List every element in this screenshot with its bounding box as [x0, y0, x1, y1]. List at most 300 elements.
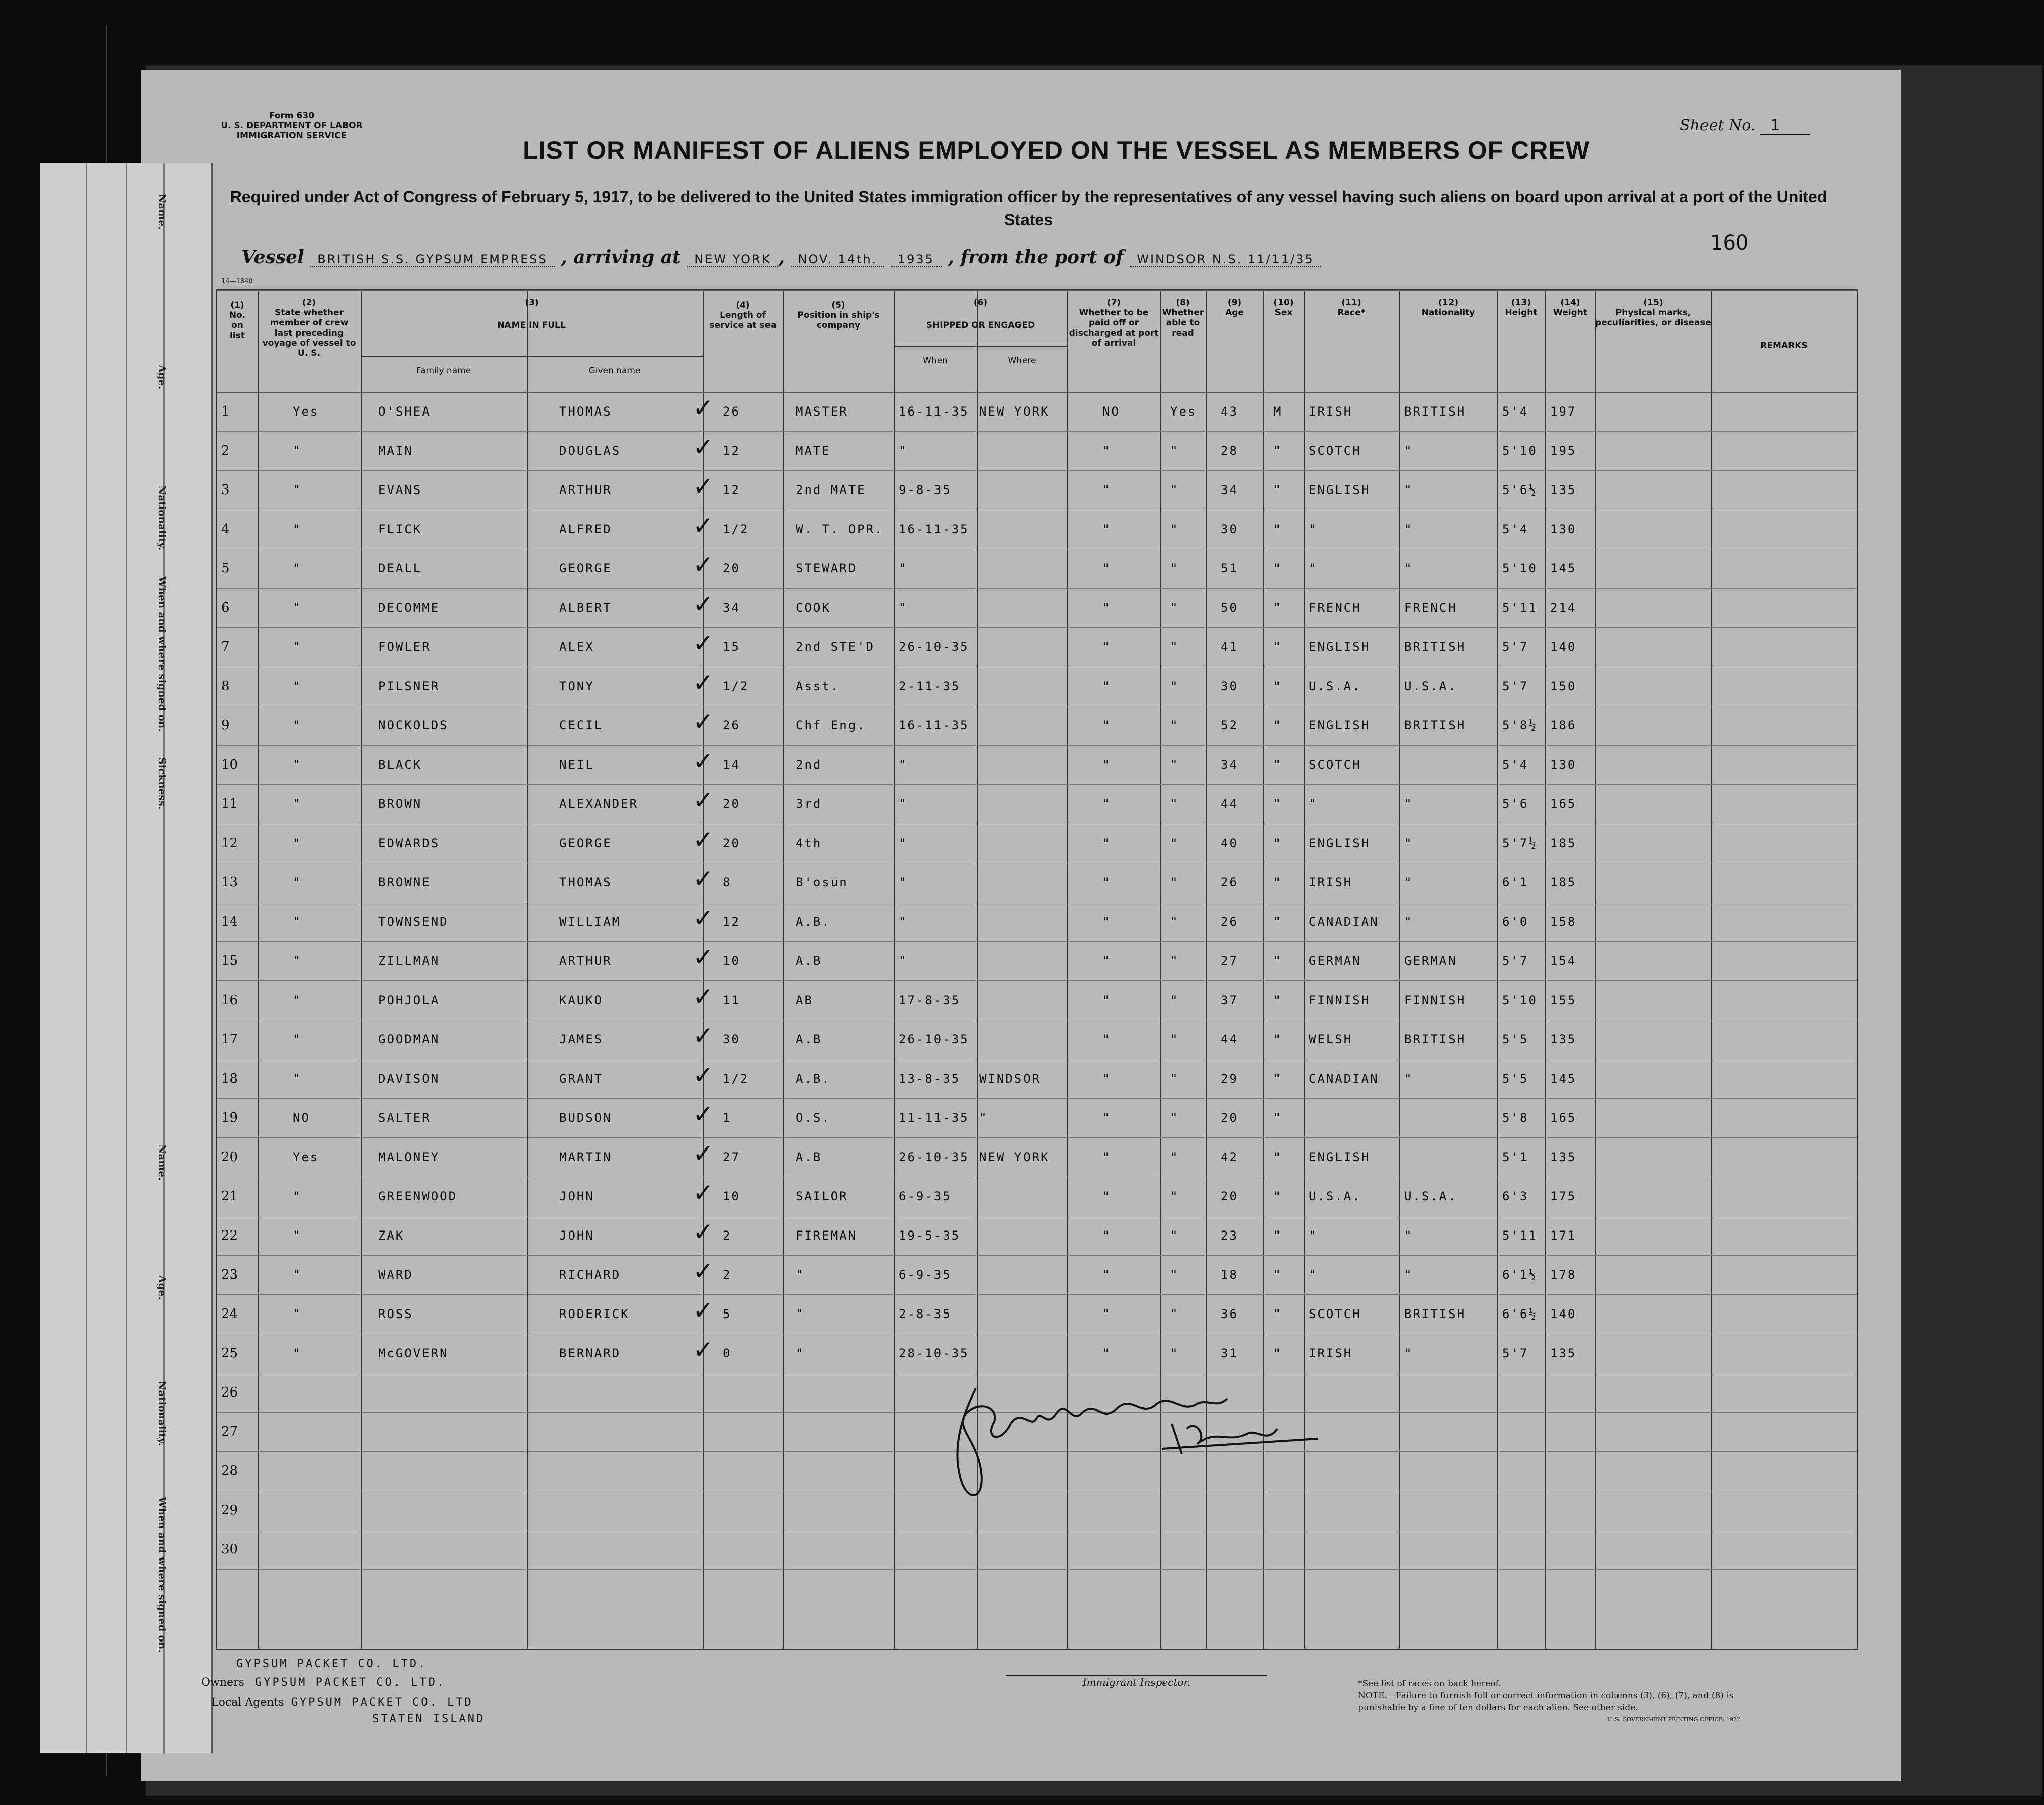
cell-when: " [899, 797, 908, 811]
cell-no: 15 [221, 953, 238, 968]
col-header-name-no: (3) [525, 298, 539, 308]
cell-read: " [1170, 483, 1179, 497]
cell-family: FLICK [378, 522, 422, 536]
cell-paid: " [1102, 1111, 1112, 1125]
cell-when: 26-10-35 [899, 1032, 969, 1046]
col-header-shipped: SHIPPED OR ENGAGED [926, 320, 1035, 331]
cell-sex: " [1273, 718, 1283, 732]
cell-prev: " [293, 718, 302, 732]
cell-race: " [1309, 1268, 1318, 1282]
fold-label: When and where signed on. [156, 1497, 168, 1653]
cell-sex: " [1273, 1307, 1283, 1321]
col-header-when: When [923, 356, 948, 366]
cell-family: NOCKOLDS [378, 718, 449, 732]
col-rule [1399, 290, 1400, 1649]
cell-race: U.S.A. [1309, 1189, 1361, 1203]
cell-position: A.B [796, 1150, 822, 1164]
col-header-weight: (14) Weight [1553, 298, 1587, 318]
fold-label: Age. [156, 365, 168, 390]
cell-given: CECIL [559, 718, 604, 732]
cell-prev: " [293, 797, 302, 811]
cell-read: " [1170, 797, 1179, 811]
cell-height: 5'1 [1502, 1150, 1529, 1164]
cell-position: COOK [796, 601, 831, 615]
cell-given: ALEX [559, 640, 594, 654]
row-rule [217, 1255, 1857, 1256]
cell-prev: " [293, 444, 302, 458]
cell-when: " [899, 601, 908, 615]
cell-paid: " [1102, 1268, 1112, 1282]
check-mark: ✓ [693, 1257, 714, 1286]
cell-read: " [1170, 1032, 1179, 1046]
cell-service: 1 [723, 1111, 732, 1125]
cell-given: ARTHUR [559, 483, 612, 497]
cell-when: " [899, 875, 908, 889]
cell-height: 5'8½ [1502, 718, 1538, 732]
cell-sex: " [1273, 601, 1283, 615]
cell-family: BLACK [378, 758, 422, 772]
footer-line1: GYPSUM PACKET CO. LTD. [236, 1658, 428, 1670]
cell-paid: " [1102, 954, 1112, 968]
check-mark: ✓ [693, 1100, 714, 1129]
cell-when: 6-9-35 [899, 1268, 952, 1282]
cell-when: 6-9-35 [899, 1189, 952, 1203]
cell-nationality: " [1404, 522, 1413, 536]
cell-read: " [1170, 1268, 1179, 1282]
header-rule [217, 290, 1857, 291]
cell-position: O.S. [796, 1111, 831, 1125]
cell-weight: 171 [1550, 1228, 1577, 1243]
cell-paid: " [1102, 640, 1112, 654]
cell-paid: " [1102, 1150, 1112, 1164]
cell-given: ALBERT [559, 601, 612, 615]
cell-service: 2 [723, 1268, 732, 1282]
check-mark: ✓ [693, 1021, 714, 1051]
check-mark: ✓ [693, 511, 714, 541]
cell-paid: " [1102, 1189, 1112, 1203]
cell-given: RODERICK [559, 1307, 630, 1321]
cell-nationality: BRITISH [1404, 1307, 1466, 1321]
cell-given: THOMAS [559, 875, 612, 889]
cell-family: O'SHEA [378, 404, 431, 419]
from-label: , from the port of [948, 247, 1124, 268]
cell-position: MASTER [796, 404, 848, 419]
row-rule [217, 1294, 1857, 1295]
cell-age: 40 [1221, 836, 1238, 850]
cell-service: 20 [723, 836, 740, 850]
cell-prev: " [293, 679, 302, 693]
cell-weight: 135 [1550, 483, 1577, 497]
agents-line: Local Agents GYPSUM PACKET CO. LTD [211, 1696, 473, 1709]
cell-weight: 195 [1550, 444, 1577, 458]
col-header-name: NAME IN FULL [497, 320, 566, 331]
cell-age: 30 [1221, 522, 1238, 536]
cell-no: 14 [221, 914, 238, 929]
cell-no: 9 [221, 718, 230, 733]
row-rule [217, 1569, 1857, 1570]
cell-height: 5'7 [1502, 640, 1529, 654]
cell-age: 29 [1221, 1072, 1238, 1086]
cell-when: " [899, 954, 908, 968]
col-header-family: Family name [416, 366, 471, 376]
cell-where: NEW YORK [979, 404, 1050, 419]
cell-service: 0 [723, 1346, 732, 1360]
cell-nationality: FINNISH [1404, 993, 1466, 1007]
from-port: WINDSOR N.S. 11/11/35 [1130, 252, 1321, 267]
col-header-no: (1) No. on list [229, 300, 246, 341]
cell-race: U.S.A. [1309, 679, 1361, 693]
cell-age: 52 [1221, 718, 1238, 732]
cell-paid: " [1102, 1032, 1112, 1046]
cell-age: 20 [1221, 1111, 1238, 1125]
check-mark: ✓ [693, 668, 714, 698]
cell-position: MATE [796, 444, 831, 458]
cell-family: McGOVERN [378, 1346, 449, 1360]
cell-height: 6'1½ [1502, 1268, 1538, 1282]
cell-nationality: " [1404, 1268, 1413, 1282]
printing-office: U. S. GOVERNMENT PRINTING OFFICE: 1932 [1607, 1716, 1740, 1723]
cell-race: CANADIAN [1309, 915, 1379, 929]
cell-position: A.B [796, 954, 822, 968]
cell-age: 44 [1221, 1032, 1238, 1046]
cell-family: BROWN [378, 797, 422, 811]
cell-when: 26-10-35 [899, 1150, 969, 1164]
check-mark: ✓ [693, 1296, 714, 1326]
cell-weight: 155 [1550, 993, 1577, 1007]
cell-read: " [1170, 1111, 1179, 1125]
fold-label: Name. [156, 1144, 168, 1181]
page-subtitle: Required under Act of Congress of February 5, 1917, to be delivered to the United States immigration officer by the representatives of any vessel having such aliens on board upon arrival at a port of the United States [230, 188, 1827, 229]
cell-service: 12 [723, 915, 740, 929]
cell-when: 2-8-35 [899, 1307, 952, 1321]
cell-no: 23 [221, 1267, 238, 1282]
cell-prev: " [293, 758, 302, 772]
cell-height: 5'4 [1502, 522, 1529, 536]
cell-given: GRANT [559, 1072, 604, 1086]
cell-height: 5'10 [1502, 561, 1538, 576]
cell-age: 26 [1221, 875, 1238, 889]
col-rule [1497, 290, 1498, 1649]
cell-no: 21 [221, 1189, 238, 1204]
cell-read: " [1170, 993, 1179, 1007]
cell-when: 19-5-35 [899, 1228, 961, 1243]
cell-service: 12 [723, 444, 740, 458]
cell-read: " [1170, 758, 1179, 772]
cell-service: 20 [723, 561, 740, 576]
cell-sex: " [1273, 1228, 1283, 1243]
cell-race: SCOTCH [1309, 444, 1361, 458]
cell-given: JOHN [559, 1189, 594, 1203]
cell-prev: " [293, 875, 302, 889]
cell-read: " [1170, 954, 1179, 968]
cell-race: ENGLISH [1309, 483, 1371, 497]
cell-family: DECOMME [378, 601, 440, 615]
vessel-label: Vessel [241, 247, 304, 268]
cell-service: 26 [723, 404, 740, 419]
cell-service: 10 [723, 1189, 740, 1203]
vessel-line: Vessel BRITISH S.S. GYPSUM EMPRESS , arriving at NEW YORK , NOV. 14th. 1935 , from the port of WINDSOR N.S. 11/11/35 [241, 247, 1321, 268]
arrival-date: NOV. 14th. [791, 252, 885, 267]
fold-label: Name. [156, 194, 168, 230]
cell-position: " [796, 1268, 805, 1282]
cell-sex: " [1273, 640, 1283, 654]
cell-when: 9-8-35 [899, 483, 952, 497]
cell-paid: " [1102, 718, 1112, 732]
col-rule [894, 290, 895, 1649]
check-mark: ✓ [693, 433, 714, 462]
cell-sex: " [1273, 1346, 1283, 1360]
cell-given: RICHARD [559, 1268, 621, 1282]
cell-sex: " [1273, 1072, 1283, 1086]
cell-sex: " [1273, 1111, 1283, 1125]
cell-no: 30 [221, 1542, 238, 1557]
cell-position: A.B. [796, 1072, 831, 1086]
cell-when: 2-11-35 [899, 679, 961, 693]
cell-height: 5'8 [1502, 1111, 1529, 1125]
cell-service: 30 [723, 1032, 740, 1046]
cell-service: 20 [723, 797, 740, 811]
col-header-physical: (15) Physical marks, peculiarities, or disease [1595, 298, 1711, 328]
cell-position: STEWARD [796, 561, 858, 576]
cell-paid: " [1102, 875, 1112, 889]
cell-no: 19 [221, 1110, 238, 1125]
cell-race: ENGLISH [1309, 836, 1371, 850]
cell-position: 3rd [796, 797, 822, 811]
cell-position: SAILOR [796, 1189, 848, 1203]
col-header-given: Given name [588, 366, 641, 376]
cell-family: TOWNSEND [378, 915, 449, 929]
cell-family: PILSNER [378, 679, 440, 693]
cell-given: TONY [559, 679, 594, 693]
cell-nationality: " [1404, 915, 1413, 929]
cell-race: IRISH [1309, 1346, 1353, 1360]
cell-height: 5'5 [1502, 1072, 1529, 1086]
cell-position: Chf Eng. [796, 718, 866, 732]
cell-when: 11-11-35 [899, 1111, 969, 1125]
cell-sex: " [1273, 679, 1283, 693]
cell-read: " [1170, 640, 1179, 654]
cell-position: " [796, 1307, 805, 1321]
cell-paid: " [1102, 601, 1112, 615]
check-mark: ✓ [693, 864, 714, 894]
cell-family: WARD [378, 1268, 413, 1282]
cell-paid: " [1102, 836, 1112, 850]
cell-age: 43 [1221, 404, 1238, 419]
cell-height: 5'10 [1502, 993, 1538, 1007]
cell-position: 2nd MATE [796, 483, 866, 497]
cell-height: 5'7½ [1502, 836, 1538, 850]
cell-family: DEALL [378, 561, 422, 576]
check-mark: ✓ [693, 943, 714, 972]
cell-read: " [1170, 718, 1179, 732]
cell-given: JAMES [559, 1032, 604, 1046]
penalty-note: NOTE.—Failure to furnish full or correct information in columns (3), (6), (7), and (8) is punishable by a fine of ten dollars for each alien. See other side. [1358, 1691, 1734, 1713]
cell-read: " [1170, 561, 1179, 576]
cell-no: 8 [221, 679, 230, 694]
row-rule [217, 784, 1857, 785]
cell-paid: " [1102, 1072, 1112, 1086]
cell-height: 5'7 [1502, 1346, 1529, 1360]
row-rule [217, 745, 1857, 746]
cell-when: 17-8-35 [899, 993, 961, 1007]
cell-no: 6 [221, 600, 230, 615]
sheet-number [1680, 117, 1810, 134]
cell-nationality: " [1404, 1346, 1413, 1360]
cell-given: WILLIAM [559, 915, 621, 929]
cell-nationality: BRITISH [1404, 404, 1466, 419]
cell-given: JOHN [559, 1228, 594, 1243]
check-mark: ✓ [693, 1139, 714, 1169]
cell-nationality: " [1404, 561, 1413, 576]
cell-given: KAUKO [559, 993, 604, 1007]
cell-nationality: " [1404, 836, 1413, 850]
col-rule [527, 290, 528, 1649]
cell-prev: Yes [293, 1150, 319, 1164]
cell-prev: " [293, 1268, 302, 1282]
cell-family: ZAK [378, 1228, 405, 1243]
cell-age: 26 [1221, 915, 1238, 929]
cell-sex: " [1273, 875, 1283, 889]
cell-age: 50 [1221, 601, 1238, 615]
cell-given: GEORGE [559, 561, 612, 576]
cell-sex: " [1273, 915, 1283, 929]
cell-no: 24 [221, 1306, 238, 1322]
cell-weight: 165 [1550, 1111, 1577, 1125]
cell-read: " [1170, 1072, 1179, 1086]
footer-notes [1358, 1678, 1740, 1726]
cell-service: 15 [723, 640, 740, 654]
cell-age: 42 [1221, 1150, 1238, 1164]
cell-given: GEORGE [559, 836, 612, 850]
cell-sex: " [1273, 1268, 1283, 1282]
cell-age: 41 [1221, 640, 1238, 654]
sheet-label: Sheet No. [1680, 117, 1756, 134]
cell-family: MAIN [378, 444, 413, 458]
cell-when: 16-11-35 [899, 718, 969, 732]
col-header-remarks: REMARKS [1760, 341, 1808, 351]
cell-height: 6'6½ [1502, 1307, 1538, 1321]
cell-prev: " [293, 1072, 302, 1086]
cell-position: W. T. OPR. [796, 522, 884, 536]
cell-height: 5'11 [1502, 1228, 1538, 1243]
cell-no: 3 [221, 482, 230, 498]
cell-no: 4 [221, 522, 230, 537]
cell-no: 12 [221, 836, 238, 851]
cell-read: " [1170, 836, 1179, 850]
cell-nationality: " [1404, 797, 1413, 811]
col-rule [1545, 290, 1546, 1649]
cell-race: ENGLISH [1309, 640, 1371, 654]
cell-position: FIREMAN [796, 1228, 858, 1243]
cell-no: 2 [221, 443, 230, 458]
cell-height: 5'6½ [1502, 483, 1538, 497]
header-rule [217, 392, 1857, 393]
cell-prev: " [293, 1189, 302, 1203]
cell-height: 5'4 [1502, 404, 1529, 419]
cell-no: 22 [221, 1228, 238, 1243]
cell-service: 5 [723, 1307, 732, 1321]
cell-sex: " [1273, 1189, 1283, 1203]
cell-no: 29 [221, 1503, 238, 1518]
cell-height: 5'6 [1502, 797, 1529, 811]
cell-read: " [1170, 444, 1179, 458]
fold-label: Nationality. [156, 1381, 168, 1446]
cell-nationality: U.S.A. [1404, 1189, 1457, 1203]
cell-family: GREENWOOD [378, 1189, 458, 1203]
cell-when: " [899, 444, 908, 458]
col-header-paid-off: (7) Whether to be paid off or discharged at port of arrival [1069, 298, 1159, 348]
cell-age: 34 [1221, 483, 1238, 497]
cell-position: 4th [796, 836, 822, 850]
cell-given: ALEXANDER [559, 797, 639, 811]
cell-given: DOUGLAS [559, 444, 621, 458]
cell-prev: " [293, 561, 302, 576]
department-header: Form 630 U. S. DEPARTMENT OF LABOR IMMIGRATION SERVICE [221, 111, 363, 141]
col-header-shipped-no: (6) [973, 298, 988, 308]
cell-height: 6'0 [1502, 915, 1529, 929]
cell-read: " [1170, 915, 1179, 929]
fold-rule [86, 163, 87, 1753]
check-mark: ✓ [693, 550, 714, 580]
cell-read: " [1170, 1307, 1179, 1321]
row-rule [217, 431, 1857, 432]
cell-paid: " [1102, 679, 1112, 693]
check-mark: ✓ [693, 590, 714, 619]
cell-prev: " [293, 522, 302, 536]
check-mark: ✓ [693, 747, 714, 776]
cell-age: 36 [1221, 1307, 1238, 1321]
cell-family: DAVISON [378, 1072, 440, 1086]
col-rule [783, 290, 784, 1649]
cell-race: " [1309, 797, 1318, 811]
cell-paid: " [1102, 522, 1112, 536]
sheet-value: 1 [1760, 117, 1810, 135]
cell-family: ROSS [378, 1307, 413, 1321]
cell-age: 31 [1221, 1346, 1238, 1360]
cell-weight: 185 [1550, 875, 1577, 889]
cell-prev: " [293, 640, 302, 654]
cell-paid: " [1102, 797, 1112, 811]
cell-family: MALONEY [378, 1150, 440, 1164]
col-rule [1595, 290, 1596, 1649]
cell-when: 16-11-35 [899, 522, 969, 536]
cell-race: GERMAN [1309, 954, 1361, 968]
cell-prev: " [293, 993, 302, 1007]
cell-no: 5 [221, 561, 230, 576]
cell-no: 25 [221, 1346, 238, 1361]
check-mark: ✓ [693, 472, 714, 502]
cell-nationality: " [1404, 444, 1413, 458]
cell-given: NEIL [559, 758, 594, 772]
cell-race: ENGLISH [1309, 1150, 1371, 1164]
cell-paid: " [1102, 758, 1112, 772]
fold-label: When and where signed on. [156, 576, 168, 732]
cell-age: 28 [1221, 444, 1238, 458]
cell-race: SCOTCH [1309, 758, 1361, 772]
cell-family: SALTER [378, 1111, 431, 1125]
cell-race: FINNISH [1309, 993, 1371, 1007]
check-mark: ✓ [693, 904, 714, 933]
cell-where: WINDSOR [979, 1072, 1041, 1086]
stamp-number: 160 [1710, 231, 1749, 255]
cell-height: 5'4 [1502, 758, 1529, 772]
cell-paid: " [1102, 1346, 1112, 1360]
cell-sex: " [1273, 797, 1283, 811]
cell-prev: " [293, 1307, 302, 1321]
cell-service: 27 [723, 1150, 740, 1164]
cell-age: 44 [1221, 797, 1238, 811]
cell-nationality: " [1404, 483, 1413, 497]
